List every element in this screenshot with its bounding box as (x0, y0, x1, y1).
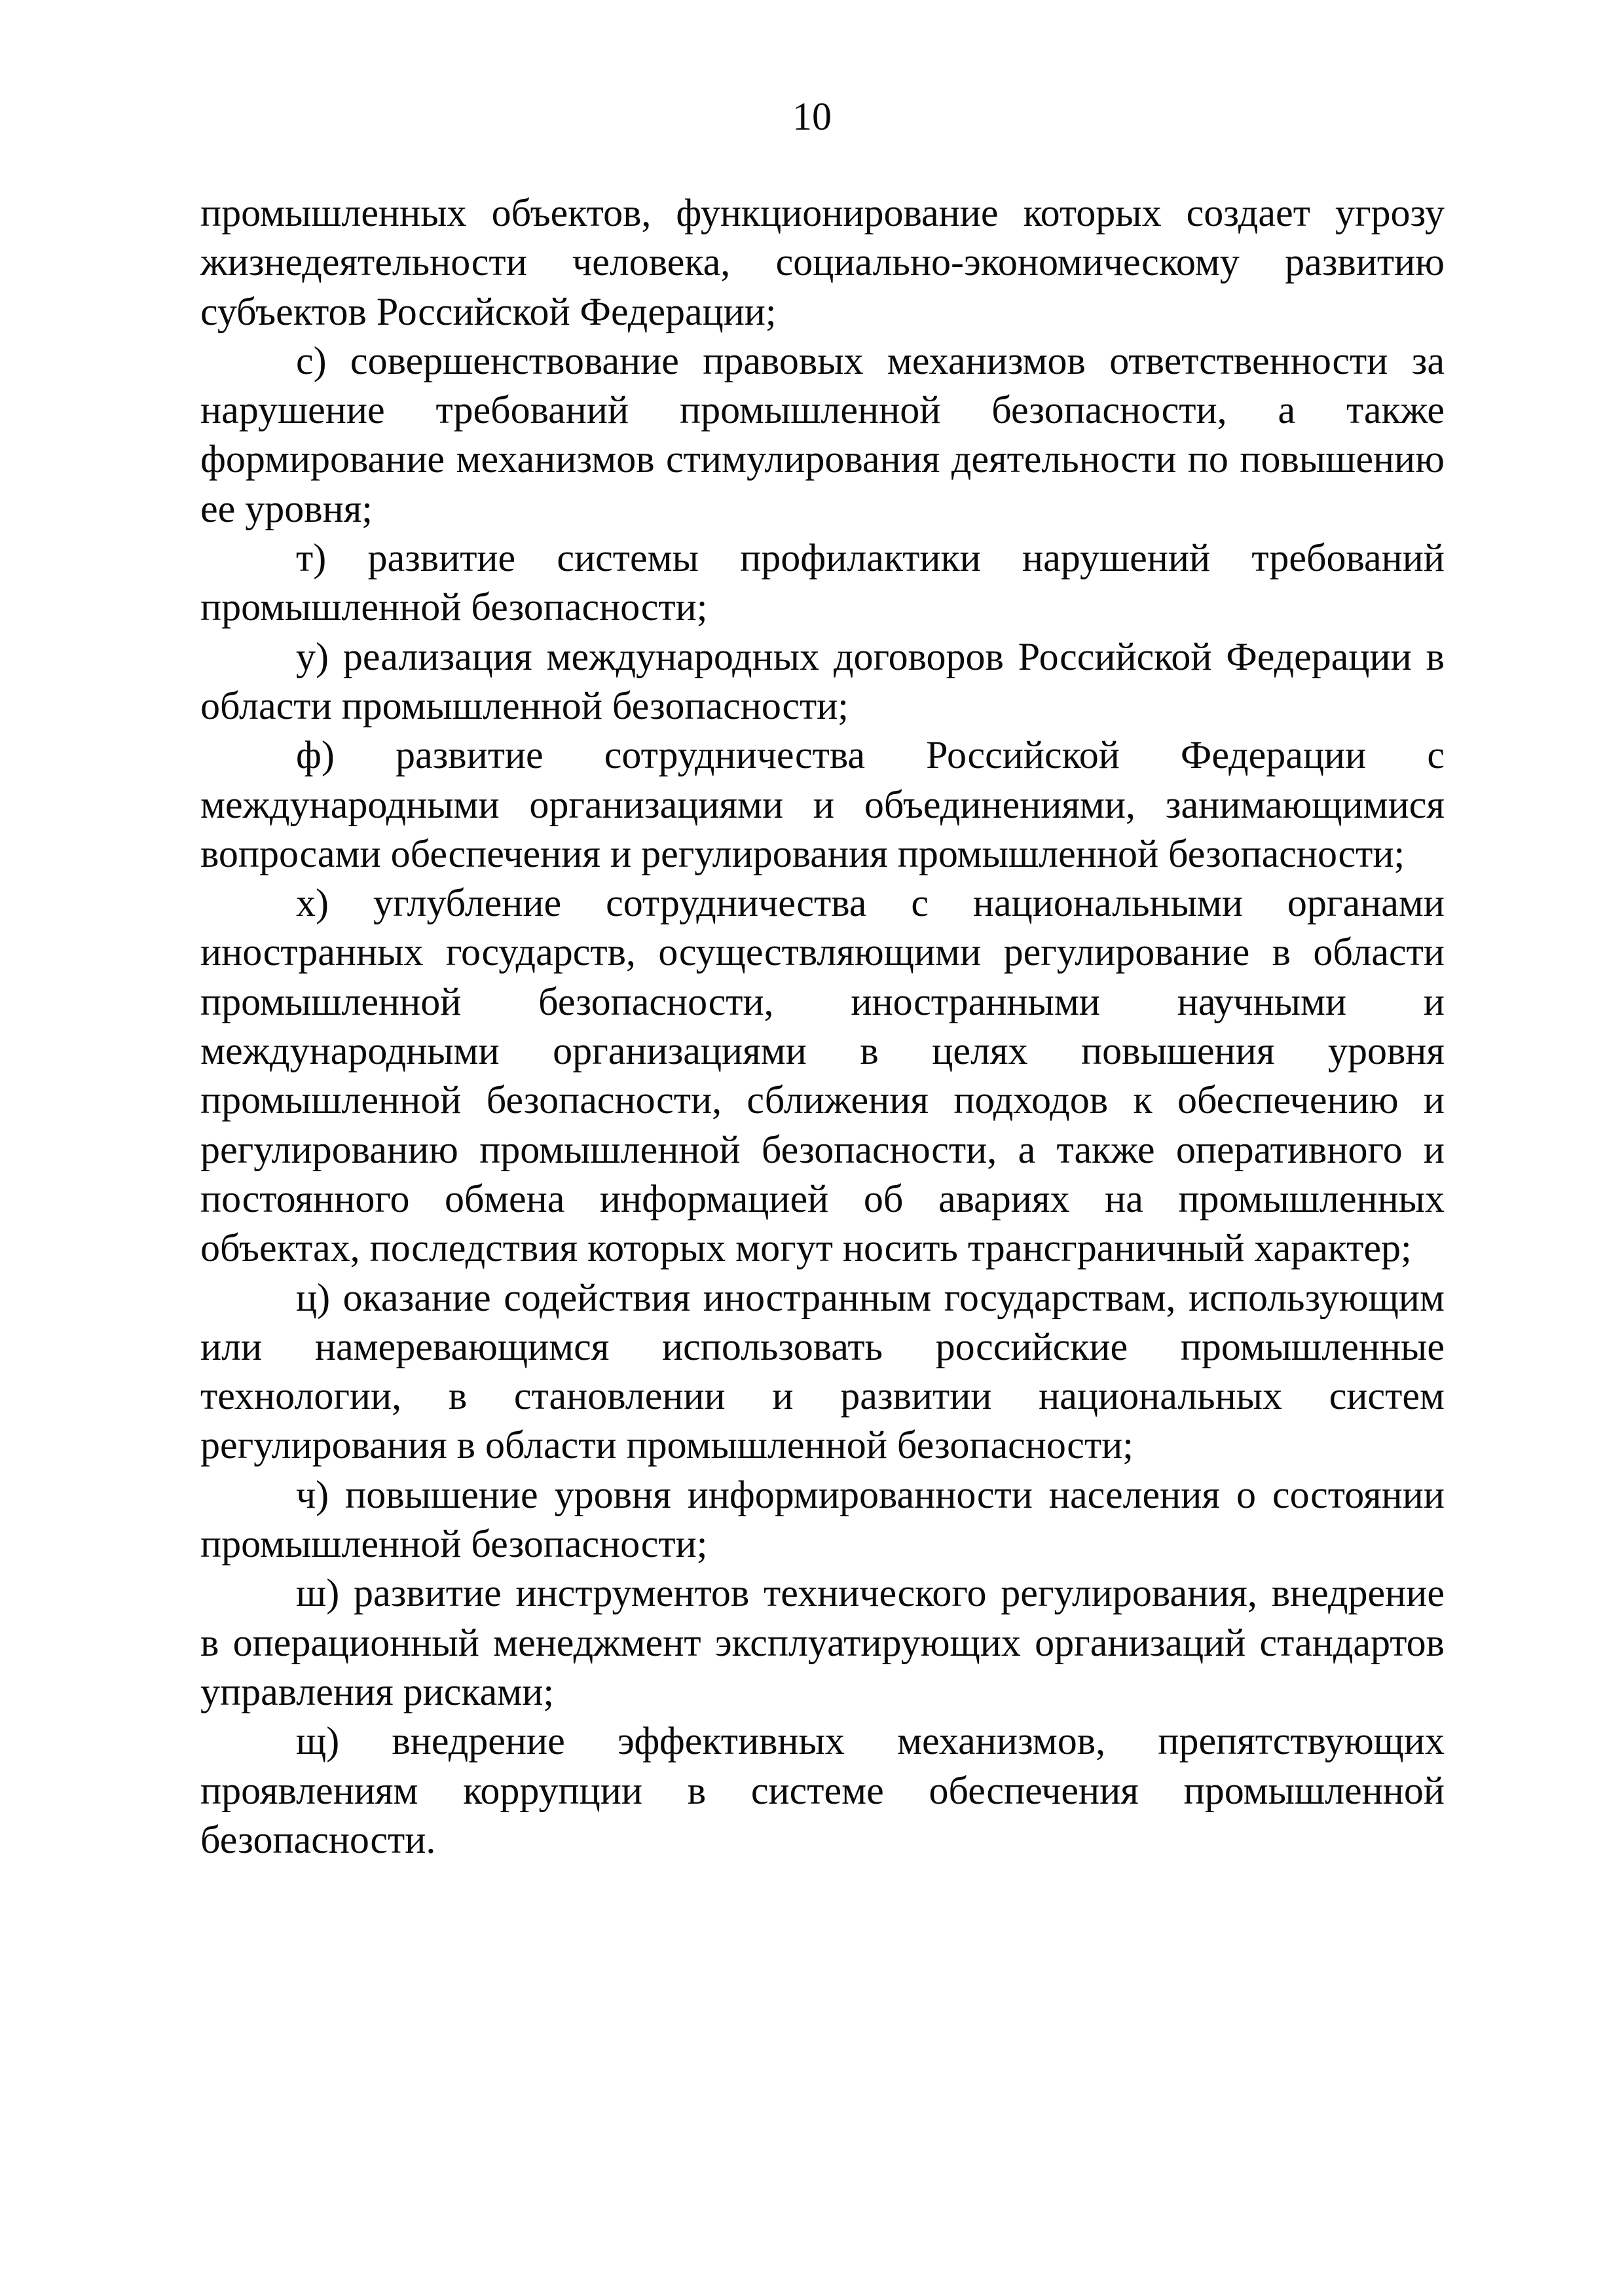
document-body (200, 189, 1445, 1865)
paragraph-item-t: т) развитие системы профилактики нарушений требований промышленной безопасности; (200, 536, 1445, 629)
paragraph-item-kh: х) углубление сотрудничества с национальными органами иностранных государств, осуществляющими регулирование в области промышленной безопасности, иностранными научными и международными организациями в целях повышения уровня промышленной безопасности, сближения подходов к обеспечению и регулированию промышленной безопасности, а также оперативного и постоянного обмена информацией об авариях на промышленных объектах, последствия которых могут носить трансграничный характер; (200, 881, 1445, 1270)
page-number: 10 (792, 95, 832, 138)
paragraph-item-sh: ш) развитие инструментов технического регулирования, внедрение в операционный менеджмент эксплуатирующих организаций стандартов управления рисками; (200, 1571, 1445, 1713)
paragraph-item-s: с) совершенствование правовых механизмов ответственности за нарушение требований промышленной безопасности, а также формирование механизмов стимулирования деятельности по повышению ее уровня; (200, 338, 1445, 530)
paragraph-item-f: ф) развитие сотрудничества Российской Федерации с международными организациями и объединениями, занимающимися вопросами обеспечения и регулирования промышленной безопасности; (200, 733, 1445, 875)
paragraph-item-ch: ч) повышение уровня информированности населения о состоянии промышленной безопасности; (200, 1472, 1445, 1566)
paragraph-item-shch: щ) внедрение эффективных механизмов, препятствующих проявлениям коррупции в системе обеспечения промышленной безопасности. (200, 1719, 1445, 1861)
paragraph-continuation: промышленных объектов, функционирование которых создает угрозу жизнедеятельности человека, социально-экономическому развитию субъектов Российской Федерации; (200, 191, 1445, 333)
paragraph-item-u: у) реализация международных договоров Российской Федерации в области промышленной безопасности; (200, 634, 1445, 727)
paragraph-item-ts: ц) оказание содействия иностранным государствам, использующим или намеревающимся использовать российские промышленные технологии, в становлении и развитии национальных систем регулирования в области промышленной безопасности; (200, 1275, 1445, 1467)
